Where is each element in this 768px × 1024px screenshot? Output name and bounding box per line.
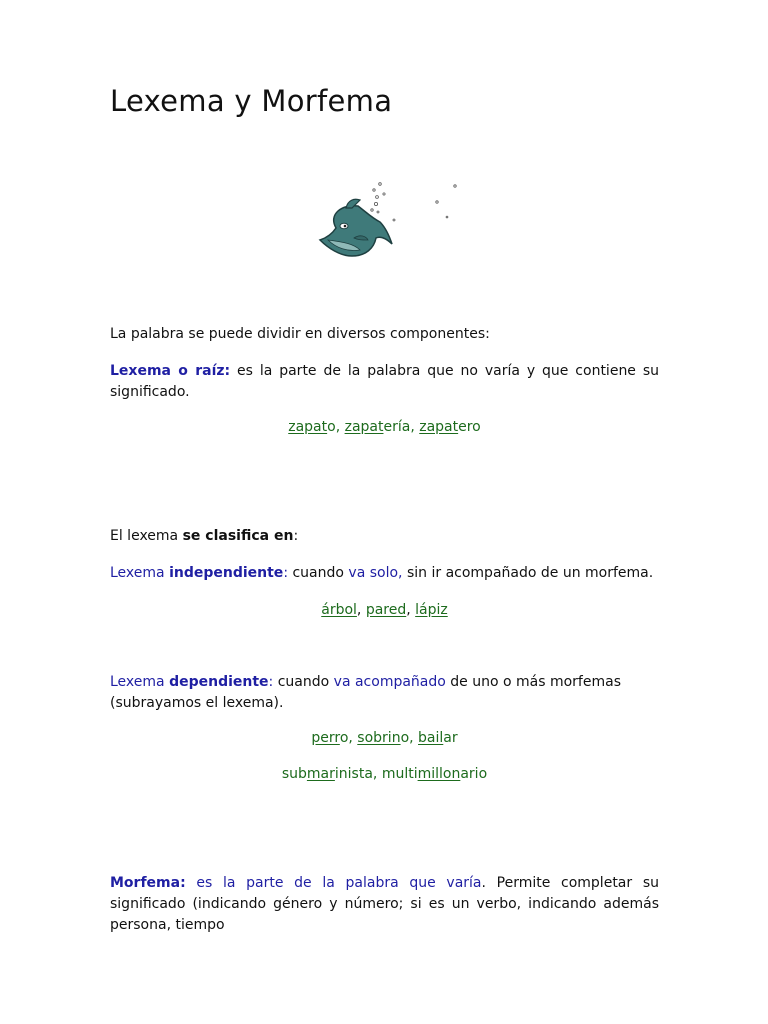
example-word-root: sobrin (357, 730, 401, 746)
morfema-t2: . Permite completar su significado (indicando género y número; si es un verbo, indicando además persona, tiempo (110, 875, 659, 933)
example-word: árbol (321, 602, 357, 618)
example-word-prefix: multi (381, 766, 418, 782)
page-title: Lexema y Morfema (110, 84, 393, 118)
example-word: pared (365, 602, 407, 618)
example-word-root: zapat (288, 419, 328, 435)
independiente-colon: : (283, 565, 289, 581)
lexema-term: Lexema o raíz: (110, 363, 231, 379)
dependiente-w2: dependiente (169, 674, 269, 690)
dependiente-t4: (subrayamos el lexema). (110, 695, 284, 711)
independiente-t1: cuando (292, 565, 344, 581)
example-word-root: millon (417, 766, 461, 782)
example-word-root: zapat (419, 419, 459, 435)
example-word-suffix: ero (458, 419, 481, 435)
independiente-paragraph (110, 563, 659, 584)
dependiente-t1: cuando (277, 674, 330, 690)
example-zapato (110, 417, 659, 438)
dependiente-colon: : (268, 674, 274, 690)
example-perro (110, 728, 659, 749)
example-word-suffix: ería, (383, 419, 415, 435)
example-submarinista (110, 764, 659, 785)
dependiente-w1: Lexema (110, 674, 165, 690)
example-word-suffix: ar (443, 730, 458, 746)
clasifica-pre: El lexema (110, 528, 179, 544)
example-word-root: mar (306, 766, 335, 782)
lexema-text: es la parte de la palabra que no varía y que contiene su significado. (110, 363, 659, 400)
independiente-t3: sin ir acompañado de un morfema. (406, 565, 654, 581)
example-word-root: bail (418, 730, 444, 746)
morfema-t1: es la parte de la palabra que varía (196, 875, 482, 891)
example-arbol (110, 600, 659, 621)
example-word-suffix: ario (460, 766, 488, 782)
example-word-suffix: o, (327, 419, 341, 435)
independiente-w2: independiente (169, 565, 284, 581)
example-word-root: perr (311, 730, 340, 746)
morfema-term: Morfema: (110, 875, 186, 891)
example-word-suffix: inista, (334, 766, 378, 782)
example-word-root: zapat (344, 419, 384, 435)
independiente-t2: va solo, (348, 565, 403, 581)
dependiente-t3: de uno o más morfemas (450, 674, 621, 690)
lexema-definition (110, 361, 659, 403)
dependiente-t2: va acompañado (333, 674, 446, 690)
dependiente-paragraph (110, 672, 659, 714)
clasifica-paragraph (110, 526, 659, 547)
clasifica-bold: se clasifica en (182, 528, 294, 544)
example-word-prefix: sub (281, 766, 307, 782)
example-separator: , (406, 602, 411, 618)
dolphin-illustration (306, 178, 476, 268)
example-word-suffix: o, (339, 730, 353, 746)
example-separator: , (356, 602, 362, 618)
intro-paragraph: La palabra se puede dividir en diversos componentes: (110, 326, 490, 342)
example-word: lápiz (415, 602, 448, 618)
clasifica-colon: : (293, 528, 299, 544)
example-word-suffix: o, (400, 730, 414, 746)
document-page (110, 0, 659, 1024)
independiente-w1: Lexema (110, 565, 165, 581)
morfema-definition (110, 873, 659, 936)
